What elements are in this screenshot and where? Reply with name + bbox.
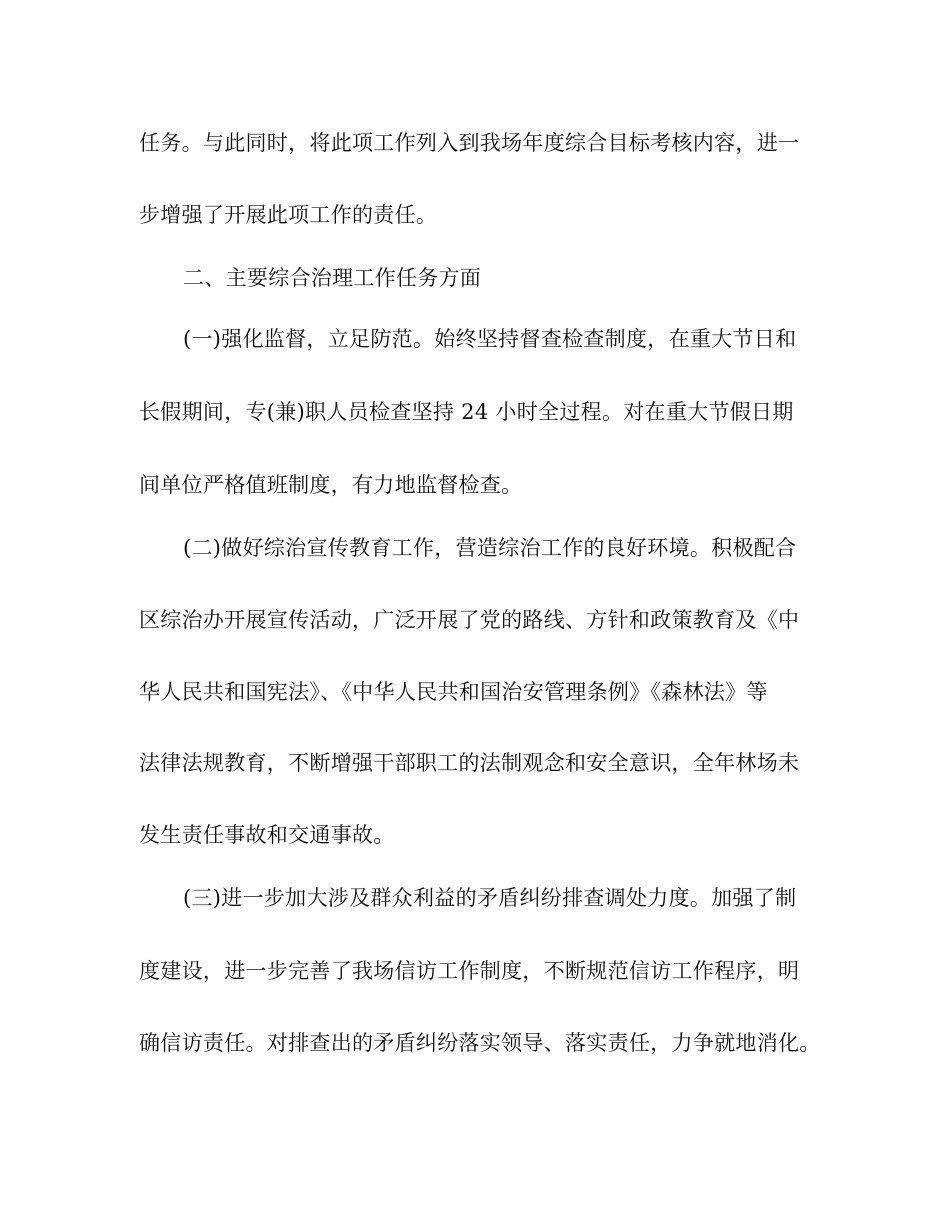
body-text-line: 区综治办开展宣传活动，广泛开展了党的路线、方针和政策教育及《中 xyxy=(139,608,800,632)
body-text-line: 任务。与此同时，将此项工作列入到我场年度综合目标考核内容，进一 xyxy=(139,131,800,155)
paragraph-first-line: (三)进一步加大涉及群众利益的矛盾纠纷排查调处力度。加强了制 xyxy=(183,886,797,910)
paragraph-first-line: (一)强化监督，立足防范。始终坚持督查检查制度，在重大节日和 xyxy=(183,327,797,351)
body-text-line: 发生责任事故和交通事故。 xyxy=(139,823,395,847)
section-heading: 二、主要综合治理工作任务方面 xyxy=(183,266,482,290)
body-text-line: 步增强了开展此项工作的责任。 xyxy=(139,203,438,227)
body-text-line: 长假期间，专(兼)职人员检查坚持 24 小时全过程。对在重大节假日期 xyxy=(139,400,794,424)
body-text-line: 间单位严格值班制度，有力地监督检查。 xyxy=(139,473,523,497)
body-text-line: 华人民共和国宪法》、《中华人民共和国治安管理条例》《森林法》等 xyxy=(139,680,768,704)
paragraph-first-line: (二)做好综治宣传教育工作，营造综治工作的良好环境。积极配合 xyxy=(183,536,797,560)
body-text-line: 法律法规教育，不断增强干部职工的法制观念和安全意识，全年林场未 xyxy=(139,751,800,775)
body-text-line: 确信访责任。对排查出的矛盾纠纷落实领导、落实责任，力争就地消化。 xyxy=(139,1031,821,1055)
body-text-line: 度建设，进一步完善了我场信访工作制度，不断规范信访工作程序，明 xyxy=(139,959,800,983)
